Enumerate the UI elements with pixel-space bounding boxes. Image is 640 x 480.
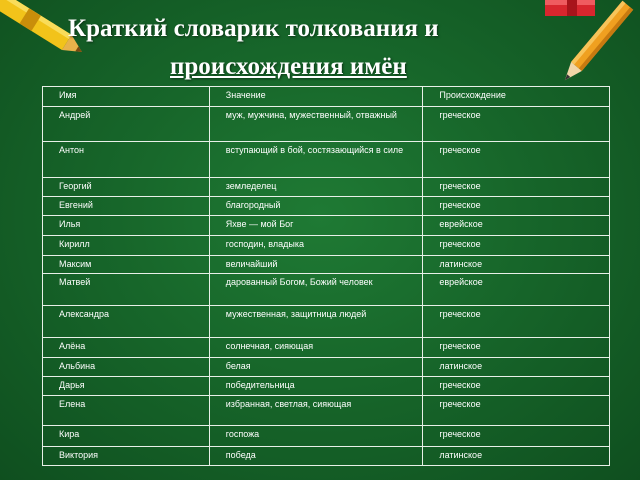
table-row — [43, 142, 610, 178]
cell-origin: греческое — [423, 178, 610, 197]
cell-name: Андрей — [43, 107, 210, 142]
cell-origin: греческое — [423, 107, 610, 142]
cell-meaning: солнечная, сияющая — [209, 338, 423, 358]
table-row — [43, 338, 610, 358]
cell-meaning: белая — [209, 358, 423, 377]
cell-name: Дарья — [43, 377, 210, 396]
cell-meaning: Яхве — мой Бог — [209, 216, 423, 236]
table-row — [43, 107, 610, 142]
cell-origin: греческое — [423, 396, 610, 426]
cell-origin: латинское — [423, 256, 610, 274]
table-row — [43, 377, 610, 396]
cell-meaning: вступающий в бой, состязающийся в силе — [209, 142, 423, 178]
cell-name: Кира — [43, 426, 210, 447]
cell-meaning: мужественная, защитница людей — [209, 306, 423, 338]
title-line-1: Краткий словарик толкования и — [68, 15, 439, 42]
cell-name: Евгений — [43, 197, 210, 216]
header-name: Имя — [43, 87, 210, 107]
table-row — [43, 236, 610, 256]
cell-name: Альбина — [43, 358, 210, 377]
table-row — [43, 306, 610, 338]
table-row — [43, 256, 610, 274]
names-table — [42, 86, 610, 466]
table-row — [43, 274, 610, 306]
cell-meaning: земледелец — [209, 178, 423, 197]
header-origin: Происхождение — [423, 87, 610, 107]
cell-origin: латинское — [423, 358, 610, 377]
cell-name: Елена — [43, 396, 210, 426]
cell-meaning: госпожа — [209, 426, 423, 447]
cell-origin: греческое — [423, 338, 610, 358]
cell-name: Георгий — [43, 178, 210, 197]
cell-origin: греческое — [423, 306, 610, 338]
cell-meaning: величайший — [209, 256, 423, 274]
cell-name: Илья — [43, 216, 210, 236]
table-row — [43, 178, 610, 197]
table-row — [43, 447, 610, 466]
orange-pencil-icon — [555, 0, 640, 85]
cell-origin: греческое — [423, 236, 610, 256]
cell-name: Максим — [43, 256, 210, 274]
cell-name: Кирилл — [43, 236, 210, 256]
cell-origin: греческое — [423, 377, 610, 396]
cell-name: Алёна — [43, 338, 210, 358]
cell-name: Виктория — [43, 447, 210, 466]
table-row — [43, 358, 610, 377]
cell-name: Антон — [43, 142, 210, 178]
cell-origin: еврейское — [423, 274, 610, 306]
cell-meaning: дарованный Богом, Божий человек — [209, 274, 423, 306]
table-row — [43, 197, 610, 216]
table-row — [43, 426, 610, 447]
header-meaning: Значение — [209, 87, 423, 107]
cell-meaning: победа — [209, 447, 423, 466]
cell-meaning: муж, мужчина, мужественный, отважный — [209, 107, 423, 142]
cell-name: Александра — [43, 306, 210, 338]
title-line-2: происхождения имён — [170, 53, 407, 80]
cell-origin: греческое — [423, 142, 610, 178]
table-row — [43, 396, 610, 426]
cell-meaning: благородный — [209, 197, 423, 216]
cell-meaning: господин, владыка — [209, 236, 423, 256]
cell-origin: греческое — [423, 426, 610, 447]
cell-origin: еврейское — [423, 216, 610, 236]
cell-origin: греческое — [423, 197, 610, 216]
table-row — [43, 216, 610, 236]
cell-meaning: победительница — [209, 377, 423, 396]
table-header-row — [43, 87, 610, 107]
cell-origin: латинское — [423, 447, 610, 466]
cell-meaning: избранная, светлая, сияющая — [209, 396, 423, 426]
cell-name: Матвей — [43, 274, 210, 306]
